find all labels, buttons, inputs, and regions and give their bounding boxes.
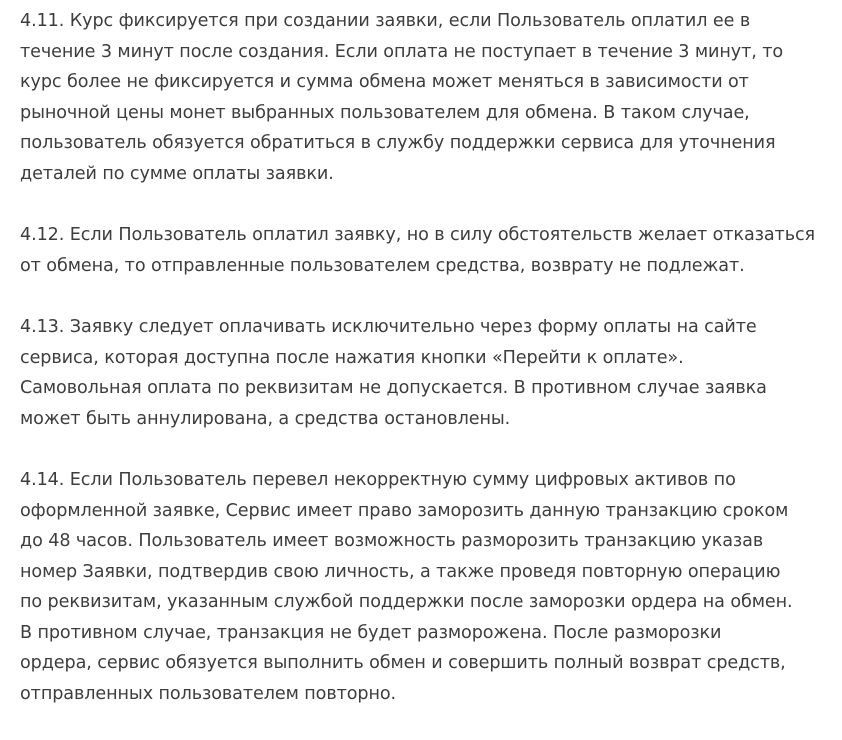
text-line: рыночной цены монет выбранных пользователем для обмена. В таком случае, (20, 102, 750, 123)
text-line: сервиса, которая доступна после нажатия кнопки «Перейти к оплате». (20, 347, 684, 368)
clause-4-11 (20, 6, 830, 190)
clause-4-14 (20, 465, 830, 710)
text-line: деталей по сумме оплаты заявки. (20, 163, 334, 184)
text-line: ордера, сервис обязуется выполнить обмен и совершить полный возврат средств, (20, 653, 786, 674)
clause-4-13 (20, 312, 830, 434)
clause-4-12 (20, 220, 830, 281)
text-line: оформленной заявке, Сервис имеет право заморозить данную транзакцию сроком (20, 500, 789, 521)
text-line: курс более не фиксируется и сумма обмена может меняться в зависимости от (20, 72, 749, 93)
text-line: течение 3 минут после создания. Если оплата не поступает в течение 3 минут, то (20, 41, 784, 62)
text-line: может быть аннулирована, а средства остановлены. (20, 408, 511, 429)
text-line: Самовольная оплата по реквизитам не допускается. В противном случае заявка (20, 378, 767, 399)
text-line: В противном случае, транзакция не будет разморожена. После разморозки (20, 622, 722, 643)
text-line: номер Заявки, подтвердив свою личность, а также проведя повторную операцию (20, 561, 781, 582)
text-line: отправленных пользователем повторно. (20, 684, 397, 705)
text-line: до 48 часов. Пользователь имеет возможность разморозить транзакцию указав (20, 531, 764, 552)
terms-document (20, 6, 830, 740)
text-line: 4.13. Заявку следует оплачивать исключительно через форму оплаты на сайте (20, 316, 757, 337)
text-line: по реквизитам, указанным службой поддержки после заморозки ордера на обмен. (20, 592, 793, 613)
text-line: от обмена, то отправленные пользователем средства, возврату не подлежат. (20, 255, 745, 276)
text-line: 4.11. Курс фиксируется при создании заявки, если Пользователь оплатил ее в (20, 11, 751, 31)
text-line: пользователь обязуется обратиться в службу поддержки сервиса для уточнения (20, 133, 776, 154)
text-line: 4.12. Если Пользователь оплатил заявку, но в силу обстоятельств желает отказаться (20, 225, 816, 246)
text-line: 4.14. Если Пользователь перевел некорректную сумму цифровых активов по (20, 469, 736, 490)
